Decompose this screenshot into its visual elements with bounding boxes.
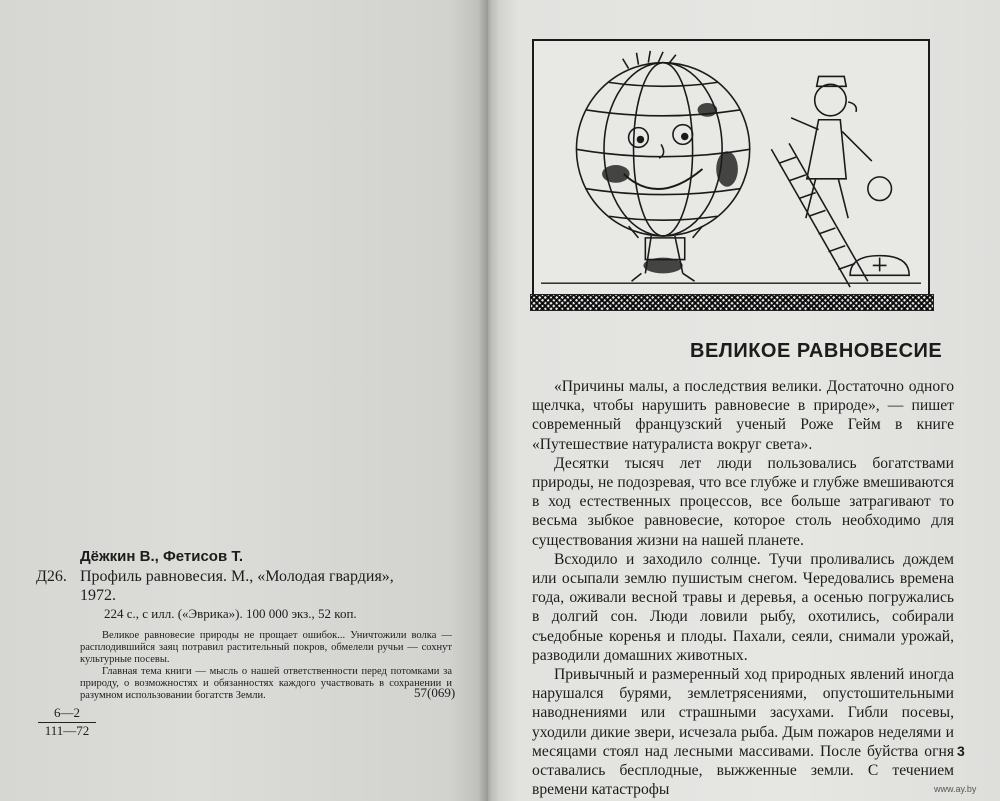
body-paragraph: «Причины малы, а последствия велики. Достаточно одного щелчка, чтобы нарушить равновесие в природе», — пишет современный французский ученый Роже Гейм в книге «Путешествие натуралиста вокруг света». — [532, 378, 954, 453]
annotation-paragraph: Главная тема книги — мысль о нашей ответственности перед потомками за природу, о возможностях и обязанностях каждого участвовать в сохранении и разумном использовании богатств Земли. — [80, 666, 452, 701]
body-paragraph: Привычный и размеренный ход природных явлений иногда нарушался бурями, землетрясениями, опустошительными наводнениями или страшными засухами. Гибли посевы, уходили дикие звери, исчезала рыба. Дым пожаров неделями и месяцами стоял над лесными массивами. После буйства огня оставались бесплодные, выжженные земли. С течением времени катастрофы — [532, 666, 954, 799]
publisher-fraction — [38, 705, 96, 739]
classification-code: 57(069) — [414, 685, 456, 700]
annotation — [80, 630, 452, 702]
fraction-numerator: 6—2 — [38, 705, 96, 723]
bibliographic-details: 224 с., с илл. («Эврика»). 100 000 экз., 52 коп. — [104, 606, 357, 621]
index-code: Д26. — [36, 568, 67, 585]
book-authors: Дёжкин В., Фетисов Т. — [80, 548, 244, 565]
fraction-denominator: 111—72 — [44, 723, 90, 738]
cartoon-illustration — [532, 39, 930, 297]
decorative-hatch-band — [530, 294, 934, 311]
body-paragraph: Десятки тысяч лет люди пользовались богатствами природы, не подозревая, что все глубже и глубже вмешиваются в ход естественных процессов, все больше затрагивают то весьма зыбкое равновесие, которое столь необходимо для существования жизни на нашей планете. — [532, 454, 954, 549]
globe-doctor-drawing — [534, 41, 928, 295]
annotation-paragraph: Великое равновесие природы не прощает ошибок... Уничтожили волка — расплодившийся заяц потравил растительный покров, обмелели ручьи — сохнут культурные посевы. — [80, 630, 452, 665]
left-page — [0, 0, 488, 801]
book-gutter-shadow — [478, 0, 500, 801]
bibliographic-year: 1972. — [80, 587, 116, 604]
body-paragraph: Всходило и заходило солнце. Тучи проливались дождем или осыпали землю пушистым снегом. Чередовались времена года, оживали весной травы и деревья, а осенью погружались в долгий сон. Люди ловили рыбу, охотились, собирали съедобные коренья и плоды. Пахали, сеяли, снимали урожай, разводили домашних животных. — [532, 550, 954, 664]
chapter-title: ВЕЛИКОЕ РАВНОВЕСИЕ — [690, 340, 943, 362]
watermark: www.ay.by — [934, 784, 977, 794]
catalog-card — [0, 0, 488, 801]
page-number: 3 — [957, 743, 965, 759]
bibliographic-title: Профиль равновесия. М., «Молодая гвардия», — [80, 568, 394, 585]
chapter-body — [532, 377, 954, 799]
